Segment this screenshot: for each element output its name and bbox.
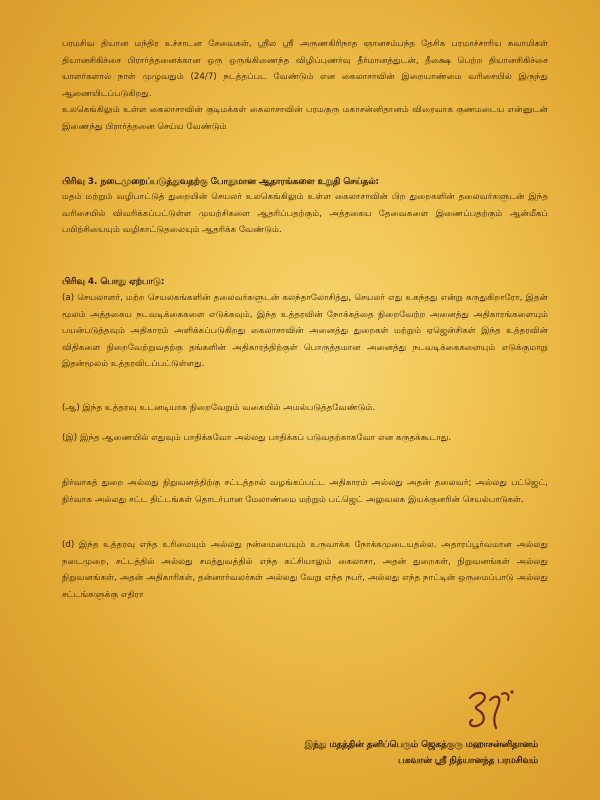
section-4-clause-b: (ஆ) இந்த உத்தரவு உடனடியாக நிறைவேறும் வகையில் அமல்படுத்தவேண்டும். [62,403,376,413]
section-4-clause-c-continued: நிர்வாகத் துறை அல்லது நிறுவனத்திற்கு சட்டத்தால் வழங்கப்பட்ட அதிகாரம் அல்லது அதன் தலைவர்; அல்லது பட்ஜெட், நிர்வாக அல்லது சட்ட திட்டங்கள் தொடர்பான மேலாண்மை மற்றும் பட்ஜெட் அலுவலக இயக்குனரின் செயல்பாடுகள். [62,478,548,505]
section-4-clause-d: (d) இந்த உத்தரவு எந்த உரிமையும் அல்லது நன்மையையும் உருவாக்க நோக்கமுடையதல்ல. அதாரப்பூர்வமான அல்லது நடைமுறை, சட்டத்தில் அல்லது சமத்துவத்தில் எந்த கட்சியாலும் கைலாசா, அதன் துறைகள், நிறுவனங்கள் அல்லது நிறுவனங்கள், அதன் அதிகாரிகள், தன்னார்வலர்கள் அல்லது வேறு எந்த நபர், அல்லது எந்த நாட்டின் ஒருமைப்பாடு அல்லது சட்டங்களுக்கு எதிரா [62,540,548,600]
section-4-heading: பிரிவு 4. பொது ஏற்பாடு: [62,277,165,287]
signature-mark [462,684,522,734]
paragraph-prayer-call: உலகெங்கிலும் உள்ள கைலாசாவின் குடிமக்கள் கைலாசாவின் பரமகுரு மகாசன்னிதானம் விரைவாக குணமடைய என்னுடன் இணைந்து பிரார்த்தனை செய்ய வேண்டும் [62,105,548,132]
signatory-name: பகவான் ஸ்ரீ நித்யானந்த பரமசிவம் [398,756,538,766]
section-3-heading: பிரிவு 3. நடைமுறைப்படுத்துவதற்கு போதுமான ஆதாரங்களை உறுதி செய்தல்: [62,177,380,187]
section-4-clause-a: (a) செயலாளர், மற்ற செயலகங்களின் தலைவர்களுடன் கலந்தாலோசித்து, செயலர் எது உகந்தது என்று கருதுகிறாரோ, இதன் மூலம் அத்தகைய நடவடிக்கைகளை எடுக்கவும், இந்த உத்தரவின் நோக்கத்தை நிறைவேற்ற அனைத்து அதிகாரங்களையும் பயன்படுத்தவும் அதிகாரம் அளிக்கப்படுகிறது கைலாசாவின் அனைத்து துறைகள் மற்றும் ஏஜென்சிகள் இந்த உத்தரவின் விதிகளை நிறைவேற்றுவதற்கு தங்களின் அதிகாரத்திற்குள் பொருத்தமான அனைத்து நடவடிக்கைகளையும் எடுக்குமாறு இதன்மூலம் உத்தரவிடப்பட்டுள்ளது. [62,293,548,370]
section-4-clause-c: (இ) இந்த ஆணையில் எதுவும் பாதிக்கவோ அல்லது பாதிக்கப் படுவதற்காகவோ என கருதக்கூடாது. [62,433,452,443]
paragraph-chanting-order: பரமசிவ தியான மந்திர உச்சாடன சேவைகள், ஸ்ரீல ஸ்ரீ அருணகிரிநாத ஞானசம்பந்த தேசிக பரமாச்சாரிய சுவாமிகள் தியானசிகிச்சை பிரார்த்தனைக்கான ஒரு ஒருங்கிணைந்த விழிப்புணர்வு தீர்மானத்துடன், தீக்ஷை பெற்ற தியானசிகிச்சை யாளர்களால் நாள் முழுவதும் (24/7) நடத்தப்பட வேண்டும் என கைலாசாவின் இறையாண்மை வரிசையில் இருந்து ஆணையிடப்படுகிறது. [62,39,548,99]
signatory-title: இந்து மதத்தின் தனிப்பெரும் ஜெகத்குரு மஹாசன்னிதானம் [304,740,538,750]
signature-block [238,737,538,769]
section-3-body: மதம் மற்றும் வழிபாட்டுத் துறையின் செயலர் உலகெங்கிலும் உள்ள கைலாசாவின் பிற துறைகளின் தலைவர்களுடன் இந்த வரிசையில் விவரிக்கப்பட்டுள்ள முயற்சிகளை ஆதரிப்பதற்கும், அத்தகைய தேவைகளை இணைப்பதற்கும் ஆன்மீகப் பயிற்சியையும் வழிகாட்டுதலையும் ஆதரிக்க வேண்டும். [62,192,548,236]
